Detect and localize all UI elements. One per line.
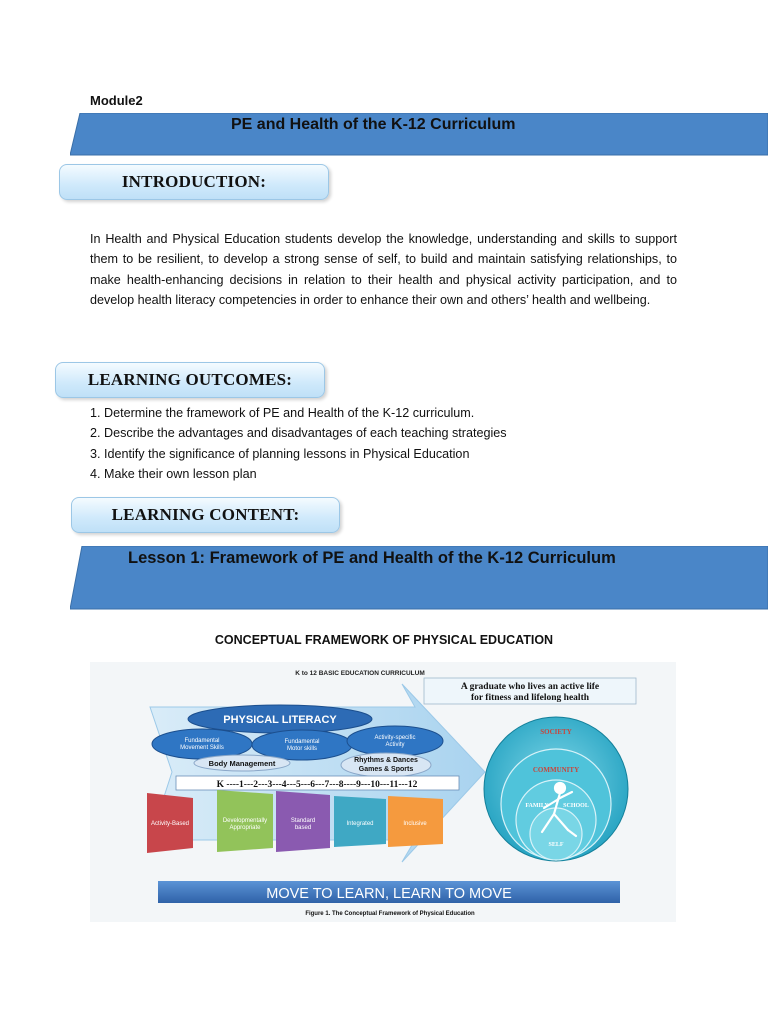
- skill-label: Fundamental: [184, 738, 220, 744]
- approach-block-standard-based: [276, 791, 330, 852]
- figure-heading: CONCEPTUAL FRAMEWORK OF PHYSICAL EDUCATION: [214, 633, 554, 647]
- skill-label: Movement Skills: [180, 745, 224, 751]
- list-item: 2. Describe the advantages and disadvantages of each teaching strategies: [90, 426, 507, 441]
- curriculum-top-label: K to 12 BASIC EDUCATION CURRICULUM: [295, 670, 425, 677]
- graduate-text-line-2: for fitness and lifelong health: [470, 693, 590, 703]
- graduate-text-line-1: A graduate who lives an active life: [460, 682, 600, 692]
- learning-content-heading: LEARNING CONTENT:: [71, 497, 340, 533]
- skill-ellipse: [152, 729, 252, 759]
- motto-text: MOVE TO LEARN, LEARN TO MOVE: [266, 886, 512, 902]
- introduction-heading: INTRODUCTION:: [59, 164, 329, 200]
- grade-scale-label: K ----1---2---3---4---5---6---7---8----9---10---11---12: [216, 780, 418, 790]
- approach-label: Appropriate: [229, 825, 261, 831]
- physical-literacy-label: PHYSICAL LITERACY: [223, 714, 337, 726]
- list-item: 4. Make their own lesson plan: [90, 466, 257, 481]
- approach-label: Developmentally: [222, 818, 268, 824]
- skill-ellipse: [252, 730, 352, 760]
- module-banner-title: PE and Health of the K-12 Curriculum: [231, 116, 516, 133]
- approach-block-inclusive: [388, 796, 443, 847]
- list-item: 3. Identify the significance of planning lessons in Physical Education: [90, 446, 470, 461]
- conceptual-framework-figure: [90, 662, 676, 922]
- lesson-banner-title: Lesson 1: Framework of PE and Health of the K-12 Curriculum: [128, 549, 616, 567]
- lesson-banner: [70, 546, 768, 610]
- framework-diagram: [90, 662, 676, 922]
- circle-label: SCHOOL: [563, 803, 589, 809]
- introduction-paragraph: In Health and Physical Education students develop the knowledge, understanding and skills to support them to be resilient, to develop a strong sense of self, to build and maintain satisfying relationships, to make health-enhancing decisions in relation to their health and physical activity participation, and to develop health literacy competencies in order to enhance their own and others’ health and wellbeing.: [90, 232, 677, 307]
- module-banner: [70, 113, 768, 157]
- circle-label: SOCIETY: [540, 728, 572, 736]
- rhythms-label: Games & Sports: [358, 766, 414, 773]
- list-item: 1. Determine the framework of PE and Health of the K-12 curriculum.: [90, 406, 475, 420]
- approach-label: Standard: [290, 818, 316, 824]
- module-label: Module2: [90, 93, 143, 108]
- rhythms-label: Rhythms & Dances: [354, 757, 418, 764]
- approach-label: Activity-Based: [150, 821, 190, 827]
- skill-label: Motor skills: [286, 746, 318, 752]
- approach-label: based: [294, 825, 312, 831]
- approach-label: Inclusive: [403, 821, 427, 827]
- circle-label: COMMUNITY: [532, 766, 580, 774]
- skill-label: Activity-specific: [374, 735, 416, 741]
- approach-block-integrated: [334, 796, 386, 847]
- circle-label: SELF: [548, 842, 564, 848]
- skill-ellipse: [347, 726, 443, 756]
- learning-outcomes-heading: LEARNING OUTCOMES:: [55, 362, 325, 398]
- skill-label: Activity: [385, 742, 405, 748]
- approach-block-activity-based: [147, 793, 193, 853]
- learning-outcomes-list: [90, 403, 507, 484]
- body-management-label: Body Management: [208, 759, 276, 768]
- circle-label: FAMILY: [525, 803, 549, 809]
- approach-label: Integrated: [346, 821, 374, 827]
- approach-block-developmentally-appropriate: [217, 790, 273, 852]
- skill-label: Fundamental: [284, 739, 320, 745]
- figure-caption: Figure 1. The Conceptual Framework of Physical Education: [305, 911, 475, 917]
